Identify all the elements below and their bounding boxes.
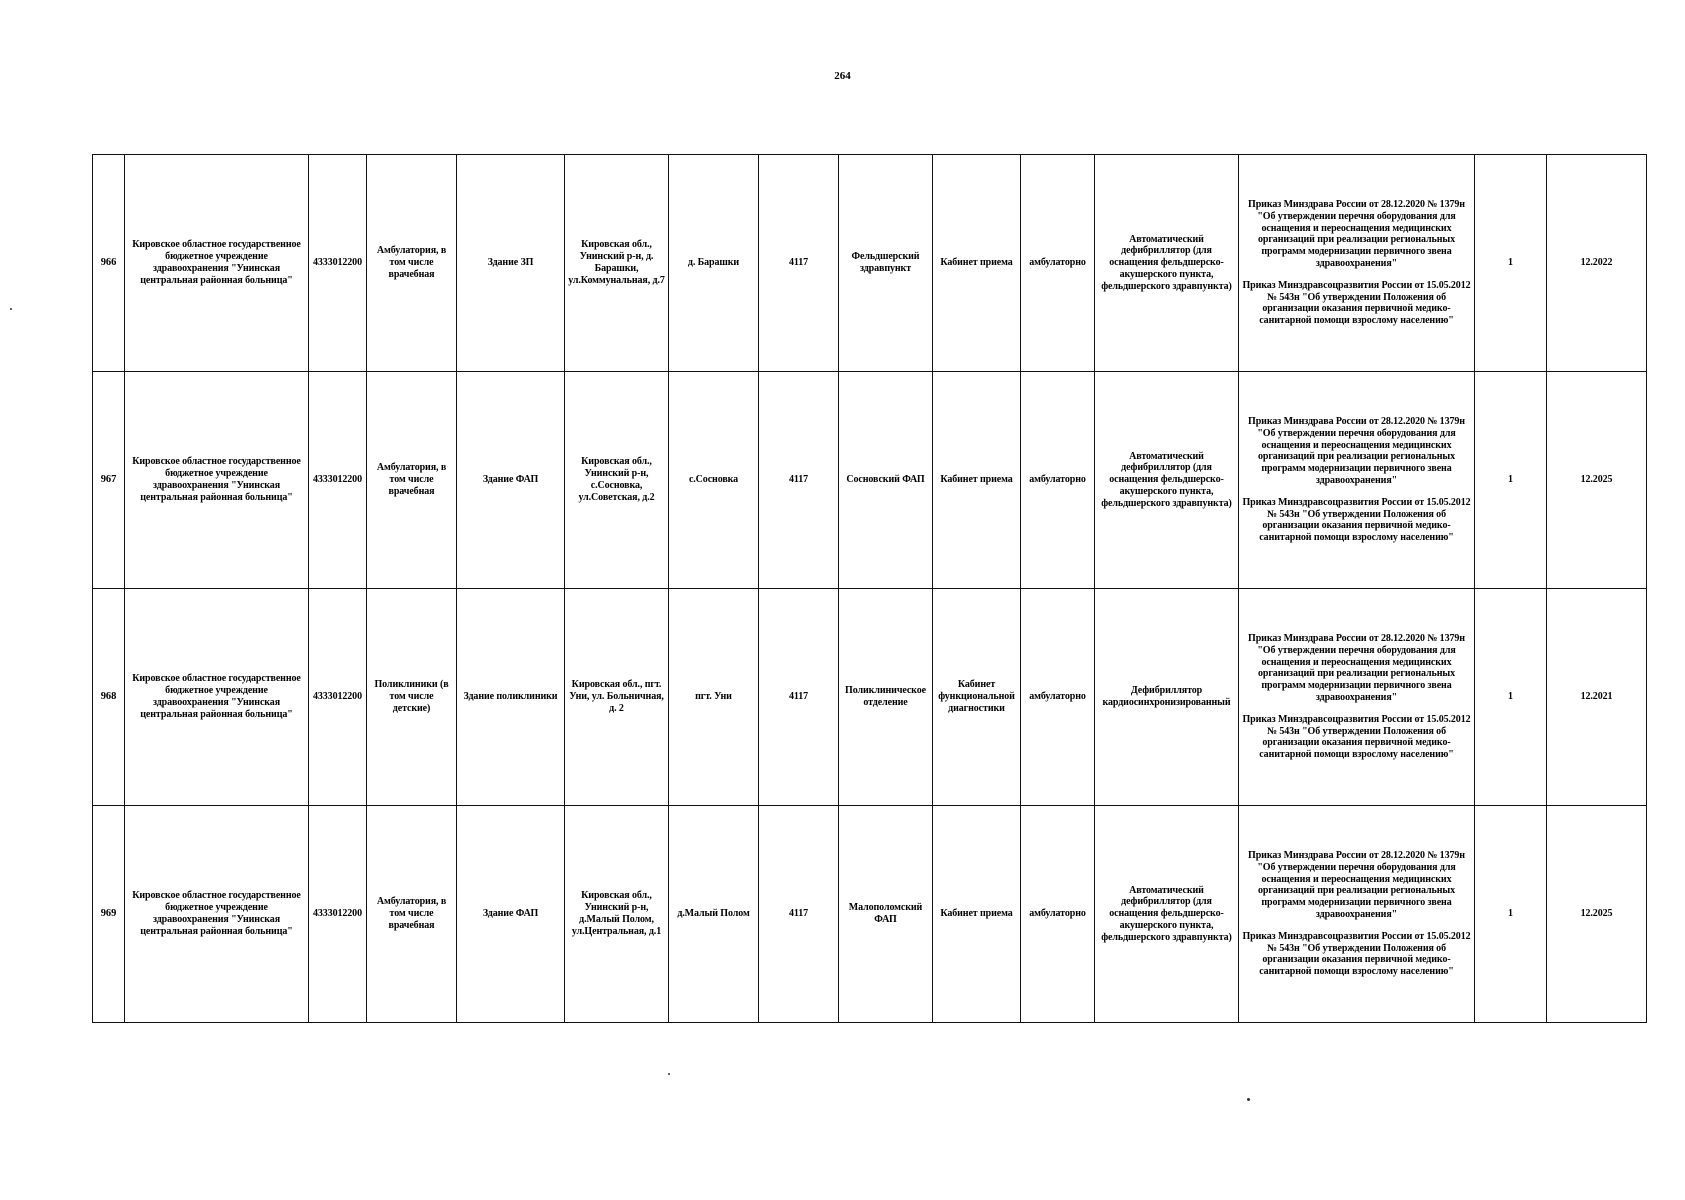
cell-locality: д. Барашки	[669, 155, 759, 372]
equipment-table	[92, 154, 1647, 1023]
cell-regulatory-documents	[1239, 372, 1475, 589]
cell-equipment: Автоматический дефибриллятор (для оснащения фельдшерско-акушерского пункта, фельдшерского здравпункта)	[1095, 155, 1239, 372]
cell-unit: Фельдшерский здравпункт	[839, 155, 933, 372]
cell-regulatory-documents	[1239, 589, 1475, 806]
cell-okved-code: 4117	[759, 372, 839, 589]
doc-order-543n: Приказ Минздравсоцразвития России от 15.05.2012 № 543н "Об утверждении Положения об организации оказания первичной медико-санитарной помощи взрослому населению"	[1242, 713, 1471, 761]
doc-order-543n: Приказ Минздравсоцразвития России от 15.05.2012 № 543н "Об утверждении Положения об организации оказания первичной медико-санитарной помощи взрослому населению"	[1242, 279, 1471, 327]
cell-care-mode: амбулаторно	[1021, 155, 1095, 372]
cell-address: Кировская обл., Унинский р-н, д. Барашки, ул.Коммунальная, д.7	[565, 155, 669, 372]
cell-facility-type: Амбулатория, в том числе врачебная	[367, 155, 457, 372]
cell-regulatory-documents	[1239, 806, 1475, 1023]
cell-code: 4333012200	[309, 372, 367, 589]
cell-row-number: 968	[93, 589, 125, 806]
cell-equipment: Автоматический дефибриллятор (для оснащения фельдшерско-акушерского пункта, фельдшерского здравпункта)	[1095, 806, 1239, 1023]
cell-quantity: 1	[1475, 155, 1547, 372]
cell-building: Здание ФАП	[457, 806, 565, 1023]
doc-order-1379n: Приказ Минздрава России от 28.12.2020 № 1379н "Об утверждении перечня оборудования для оснащения и переоснащения медицинских организаций при реализации региональных программ модернизации первичного звена здравоохранения"	[1248, 850, 1465, 920]
doc-order-543n: Приказ Минздравсоцразвития России от 15.05.2012 № 543н "Об утверждении Положения об организации оказания первичной медико-санитарной помощи взрослому населению"	[1242, 496, 1471, 544]
cell-equipment: Дефибриллятор кардиосинхронизированный	[1095, 589, 1239, 806]
cell-room: Кабинет приема	[933, 155, 1021, 372]
cell-building: Здание ФАП	[457, 372, 565, 589]
cell-unit: Сосновский ФАП	[839, 372, 933, 589]
cell-room: Кабинет приема	[933, 806, 1021, 1023]
cell-row-number: 969	[93, 806, 125, 1023]
cell-institution: Кировское областное государственное бюджетное учреждение здравоохранения "Унинская центральная районная больница"	[125, 589, 309, 806]
cell-address: Кировская обл., пгт. Уни, ул. Больничная, д. 2	[565, 589, 669, 806]
cell-building: Здание поликлиники	[457, 589, 565, 806]
cell-locality: д.Малый Полом	[669, 806, 759, 1023]
cell-room: Кабинет приема	[933, 372, 1021, 589]
cell-code: 4333012200	[309, 589, 367, 806]
scan-speck	[1247, 1098, 1250, 1101]
table-row	[93, 155, 1647, 372]
cell-unit: Малополомский ФАП	[839, 806, 933, 1023]
cell-quantity: 1	[1475, 372, 1547, 589]
cell-row-number: 967	[93, 372, 125, 589]
table-body	[93, 155, 1647, 1023]
cell-facility-type: Поликлиники (в том числе детские)	[367, 589, 457, 806]
cell-care-mode: амбулаторно	[1021, 372, 1095, 589]
cell-address: Кировская обл., Унинский р-н, с.Сосновка, ул.Советская, д.2	[565, 372, 669, 589]
cell-facility-type: Амбулатория, в том числе врачебная	[367, 806, 457, 1023]
table-row	[93, 372, 1647, 589]
page-number: 264	[834, 70, 851, 82]
cell-okved-code: 4117	[759, 155, 839, 372]
cell-quantity: 1	[1475, 806, 1547, 1023]
cell-building: Здание ЗП	[457, 155, 565, 372]
doc-order-1379n: Приказ Минздрава России от 28.12.2020 № 1379н "Об утверждении перечня оборудования для оснащения и переоснащения медицинских организаций при реализации региональных программ модернизации первичного звена здравоохранения"	[1248, 416, 1465, 486]
table-row	[93, 806, 1647, 1023]
doc-order-1379n: Приказ Минздрава России от 28.12.2020 № 1379н "Об утверждении перечня оборудования для оснащения и переоснащения медицинских организаций при реализации региональных программ модернизации первичного звена здравоохранения"	[1248, 633, 1465, 703]
scan-speck	[10, 308, 12, 310]
cell-room: Кабинет функциональной диагностики	[933, 589, 1021, 806]
cell-quantity: 1	[1475, 589, 1547, 806]
cell-date: 12.2025	[1547, 372, 1647, 589]
cell-institution: Кировское областное государственное бюджетное учреждение здравоохранения "Унинская центральная районная больница"	[125, 806, 309, 1023]
doc-order-543n: Приказ Минздравсоцразвития России от 15.05.2012 № 543н "Об утверждении Положения об организации оказания первичной медико-санитарной помощи взрослому населению"	[1242, 930, 1471, 978]
cell-code: 4333012200	[309, 806, 367, 1023]
cell-date: 12.2022	[1547, 155, 1647, 372]
cell-row-number: 966	[93, 155, 125, 372]
cell-date: 12.2025	[1547, 806, 1647, 1023]
cell-care-mode: амбулаторно	[1021, 806, 1095, 1023]
cell-okved-code: 4117	[759, 806, 839, 1023]
cell-equipment: Автоматический дефибриллятор (для оснащения фельдшерско-акушерского пункта, фельдшерского здравпункта)	[1095, 372, 1239, 589]
cell-locality: с.Сосновка	[669, 372, 759, 589]
cell-code: 4333012200	[309, 155, 367, 372]
table-row	[93, 589, 1647, 806]
doc-order-1379n: Приказ Минздрава России от 28.12.2020 № 1379н "Об утверждении перечня оборудования для оснащения и переоснащения медицинских организаций при реализации региональных программ модернизации первичного звена здравоохранения"	[1248, 199, 1465, 269]
cell-okved-code: 4117	[759, 589, 839, 806]
cell-unit: Поликлиническое отделение	[839, 589, 933, 806]
cell-facility-type: Амбулатория, в том числе врачебная	[367, 372, 457, 589]
cell-institution: Кировское областное государственное бюджетное учреждение здравоохранения "Унинская центральная районная больница"	[125, 155, 309, 372]
cell-address: Кировская обл., Унинский р-н, д.Малый Полом, ул.Центральная, д.1	[565, 806, 669, 1023]
cell-locality: пгт. Уни	[669, 589, 759, 806]
scan-speck	[668, 1073, 670, 1075]
cell-care-mode: амбулаторно	[1021, 589, 1095, 806]
cell-institution: Кировское областное государственное бюджетное учреждение здравоохранения "Унинская центральная районная больница"	[125, 372, 309, 589]
cell-date: 12.2021	[1547, 589, 1647, 806]
cell-regulatory-documents	[1239, 155, 1475, 372]
